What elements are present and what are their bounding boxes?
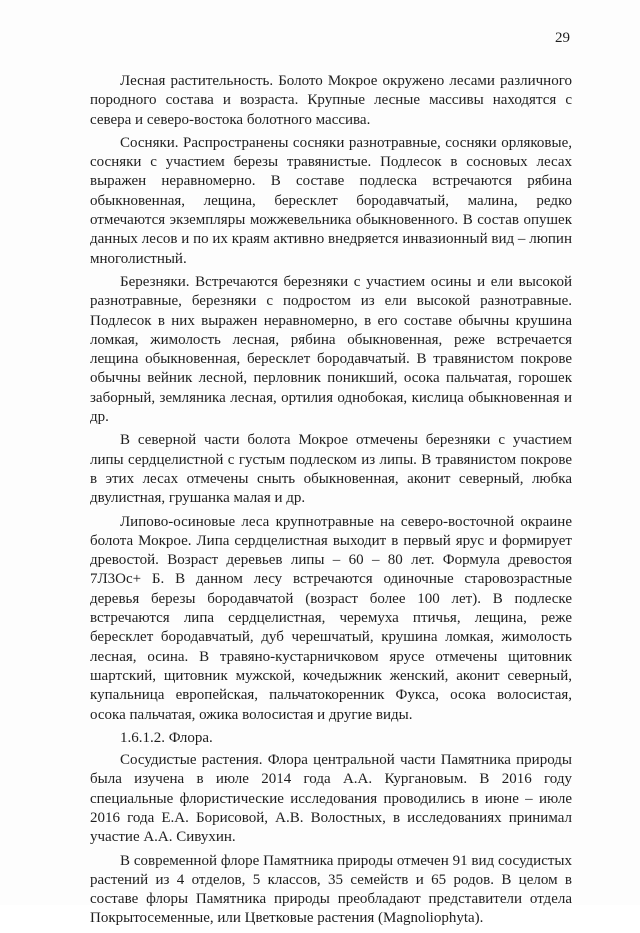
page-number: 29 bbox=[555, 30, 570, 46]
paragraph-birch-forests: Березняки. Встречаются березняки с участием осины и ели высокой разнотравные, березняки с подростом из ели высокой разнотравные. Подлесок в них выражен неравномерно, в его составе обычны крушина ломкая, жимолость лесная, рябина обыкновенная, реже встречается лещина обыкновенная, бересклет бородавчатый. В травянистом покрове обычны вейник лесной, перловник поникший, осока пальчатая, горошек заборный, земляника лесная, ортилия однобокая, кислица обыкновенная и др. bbox=[90, 273, 572, 426]
paragraph-pine-forests: Сосняки. Распространены сосняки разнотравные, сосняки орляковые, сосняки с участием березы травянистые. Подлесок в сосновых лесах выражен неравномерно. В составе подлеска встречаются рябина обыкновенная, лещина, бересклет бородавчатый, малина, редко отмечаются экземпляры можжевельника обыкновенного. В состав опушек данных лесов и по их краям активно внедряется инвазионный вид – люпин многолистный. bbox=[90, 134, 572, 267]
paragraph-north-birch-linden: В северной части болота Мокрое отмечены березняки с участием липы сердцелистной с густым подлеском из липы. В травянистом покрове в этих лесах отмечены сныть обыкновенная, аконит северный, любка двулистная, грушанка малая и др. bbox=[90, 432, 572, 507]
paragraph-modern-flora: В современной флоре Памятника природы отмечен 91 вид сосудистых растений из 4 отделов, 5 классов, 35 семейств и 65 родов. В целом в составе флоры Памятника природы преобладают представители отдела Покрытосеменные, или Цветковые растения (Magnoliophyta). bbox=[90, 852, 572, 927]
text-body bbox=[90, 72, 572, 933]
paragraph-linden-aspen-forests: Липово-осиновые леса крупнотравные на северо-восточной окраине болота Мокрое. Липа сердцелистная выходит в первый ярус и формирует древостой. Возраст деревьев липы – 60 – 80 лет. Формула древостоя 7Л3Ос+ Б. В данном лесу встречаются одиночные старовозрастные деревья березы бородавчатой (возраст более 100 лет). В подлеске встречаются липа сердцелистная, черемуха птичья, лещина, реже бересклет бородавчатый, дуб черешчатый, крушина ломкая, жимолость лесная, осина. В травяно-кустарничковом ярусе отмечены щитовник шартский, щитовник мужской, кочедыжник женский, аконит северный, купальница европейская, пальчатокоренник Фукса, осока волосистая, осока пальчатая, ожика волосистая и другие виды. bbox=[90, 513, 572, 723]
paragraph-vascular-plants: Сосудистые растения. Флора центральной части Памятника природы была изучена в июле 2014 года А.А. Кургановым. В 2016 году специальные флористические исследования проводились в июне – июле 2016 года Е.А. Борисовой, А.В. Волостных, в исследованиях принимал участие А.А. Сивухин. bbox=[90, 752, 572, 846]
section-heading-flora: 1.6.1.2. Флора. bbox=[120, 729, 213, 746]
paragraph-forest-vegetation: Лесная растительность. Болото Мокрое окружено лесами различного породного состава и возраста. Крупные лесные массивы находятся с севера и северо-востока болотного массива. bbox=[90, 73, 572, 128]
